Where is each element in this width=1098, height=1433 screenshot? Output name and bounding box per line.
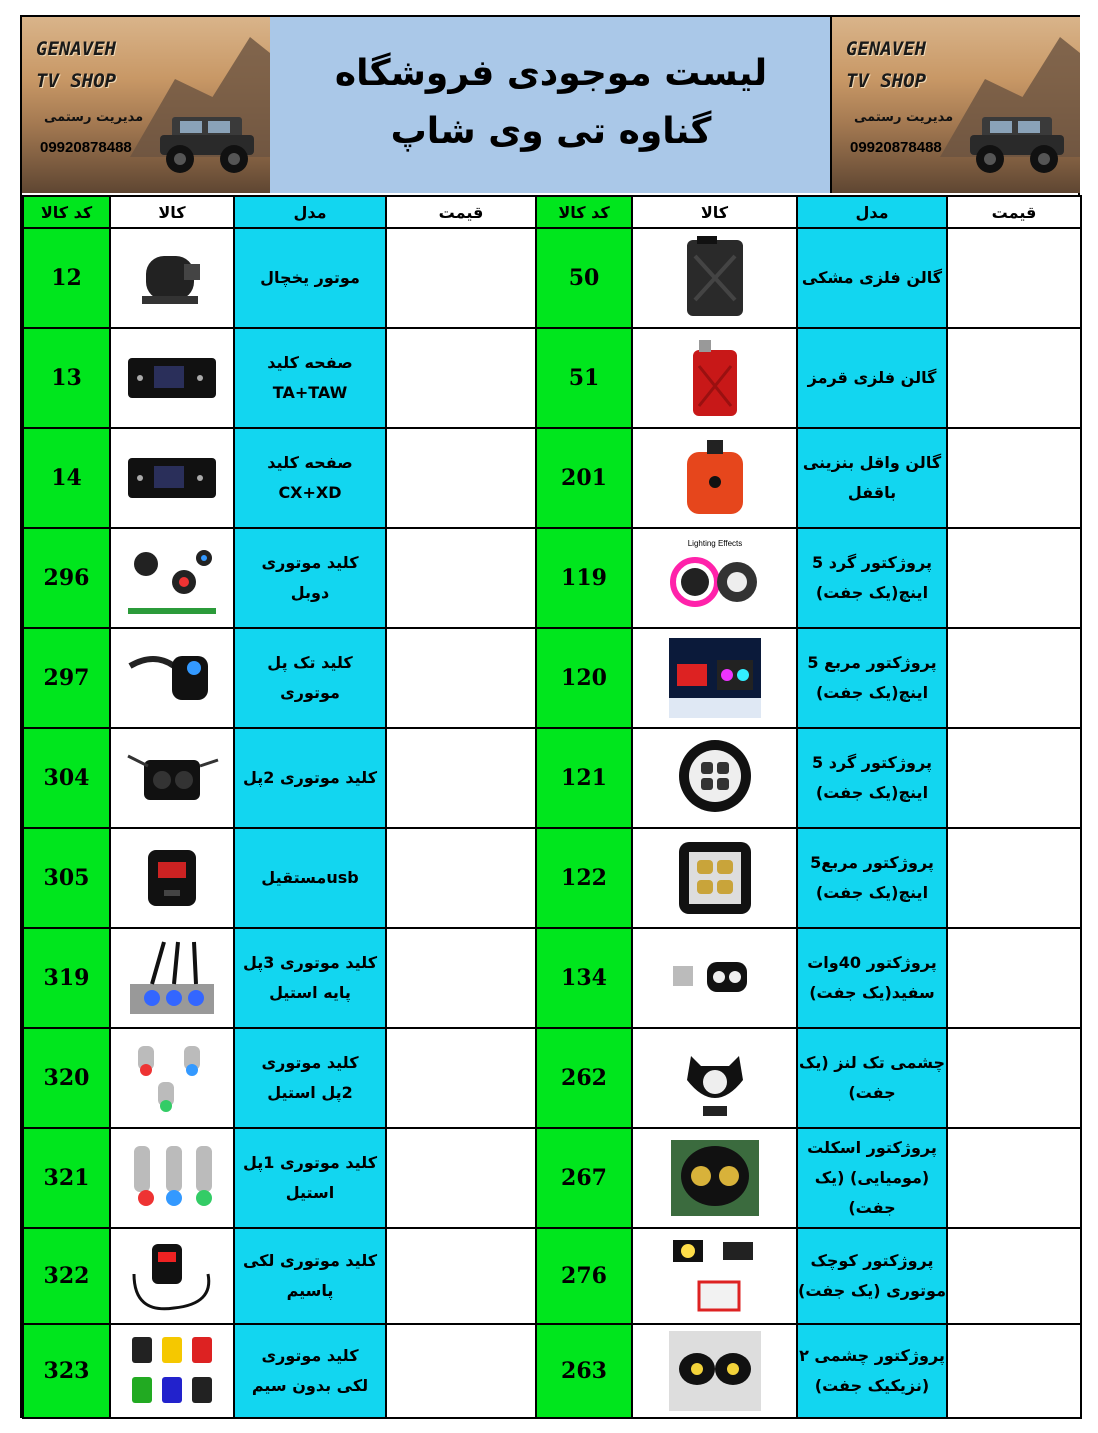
- toggle-switches-icon: [124, 1329, 220, 1413]
- red-jerrycan-icon: [667, 336, 763, 420]
- item-model: [797, 1128, 947, 1228]
- item-model: [797, 1028, 947, 1128]
- item-image: [110, 328, 234, 428]
- model-label: صفحه کلید TA+TAW: [267, 353, 353, 402]
- item-price: [386, 728, 536, 828]
- item-model: [234, 1028, 386, 1128]
- round-grille-light-icon: [667, 736, 763, 820]
- header-price: قیمت: [947, 196, 1081, 228]
- model-label: کلید موتوری دوبل: [261, 553, 359, 602]
- item-model: [797, 1228, 947, 1324]
- item-code: 297: [23, 628, 110, 728]
- item-price: [947, 428, 1081, 528]
- model-label: کلید موتوری لکی بدون سیم: [251, 1346, 369, 1395]
- item-model: [797, 928, 947, 1028]
- table-row: [23, 628, 1081, 728]
- header-item: کالا: [110, 196, 234, 228]
- shop-logo-left: [22, 17, 272, 193]
- manager-name: مدیریت رستمی: [854, 110, 954, 125]
- item-model: [234, 928, 386, 1028]
- item-model: [797, 628, 947, 728]
- header-item: کالا: [632, 196, 797, 228]
- item-image: [632, 928, 797, 1028]
- black-jerrycan-icon: [667, 236, 763, 320]
- item-model: [797, 228, 947, 328]
- item-model: [797, 328, 947, 428]
- model-label: صفحه کلید CX+XD: [267, 453, 353, 502]
- svg-text:Lighting Effects: Lighting Effects: [687, 539, 742, 548]
- three-switch-icon: [124, 936, 220, 1020]
- item-code: 276: [536, 1228, 632, 1324]
- item-model: [797, 728, 947, 828]
- item-price: [947, 628, 1081, 728]
- item-code: 319: [23, 928, 110, 1028]
- table-row: [23, 328, 1081, 428]
- item-price: [947, 1128, 1081, 1228]
- item-model: [797, 528, 947, 628]
- item-image: [632, 1128, 797, 1228]
- item-image: [632, 628, 797, 728]
- item-model: [234, 1324, 386, 1418]
- item-image: [632, 1228, 797, 1324]
- item-image: [110, 428, 234, 528]
- steel-single-switch-icon: [124, 1136, 220, 1220]
- phone-number: 09920878488: [850, 139, 942, 156]
- item-model: [797, 428, 947, 528]
- header-price: قیمت: [386, 196, 536, 228]
- item-price: [947, 228, 1081, 328]
- model-label: کلید تک پل موتوری: [267, 653, 353, 702]
- item-price: [386, 1028, 536, 1128]
- item-image: [110, 228, 234, 328]
- round-projector-icon: [667, 536, 763, 620]
- table-row: [23, 828, 1081, 928]
- model-label: پروژکتور چشمی ۲ (نزیکیک جفت): [799, 1346, 945, 1395]
- page-subtitle: گناوه تی وی شاپ: [390, 111, 712, 152]
- table-row: [23, 528, 1081, 628]
- single-lens-light-icon: [667, 1036, 763, 1120]
- item-price: [947, 828, 1081, 928]
- model-label: usbمستقیل: [261, 868, 359, 887]
- model-label: چشمی تک لنز (یک جفت): [798, 1053, 946, 1102]
- table-row: [23, 1028, 1081, 1128]
- item-image: [110, 528, 234, 628]
- table-row: [23, 1128, 1081, 1228]
- table-header-row: [23, 196, 1081, 228]
- item-image: [110, 1028, 234, 1128]
- table-row: [23, 428, 1081, 528]
- model-label: کلید موتوری 3پل پایه استیل: [242, 953, 378, 1002]
- item-code: 121: [536, 728, 632, 828]
- model-label: پروژکتور مربع5 اینچ(یک جفت): [810, 853, 934, 902]
- table-row: [23, 1324, 1081, 1418]
- square-projector-icon: [667, 636, 763, 720]
- table-row: [23, 228, 1081, 328]
- item-model: [797, 1324, 947, 1418]
- model-label: پروژکتور 40وات سفید(یک جفت): [807, 953, 937, 1002]
- item-price: [386, 828, 536, 928]
- fridge-compressor-icon: [124, 236, 220, 320]
- model-label: گالن فلزی مشکی: [801, 268, 943, 287]
- model-label: کلید موتوری 2پل: [242, 768, 378, 787]
- item-code: 322: [23, 1228, 110, 1324]
- model-label: کلید موتوری لکی پاسیم: [242, 1251, 378, 1300]
- eye-projector-icon: [667, 1329, 763, 1413]
- mini-moto-light-icon: [667, 1234, 763, 1318]
- item-image: [632, 828, 797, 928]
- item-code: 13: [23, 328, 110, 428]
- item-code: 262: [536, 1028, 632, 1128]
- item-price: [947, 1028, 1081, 1128]
- item-code: 323: [23, 1324, 110, 1418]
- item-model: [234, 428, 386, 528]
- item-price: [386, 528, 536, 628]
- item-image: [632, 528, 797, 628]
- item-code: 305: [23, 828, 110, 928]
- brand-line2: TV SHOP: [36, 70, 117, 92]
- double-switch-icon: [124, 536, 220, 620]
- item-code: 14: [23, 428, 110, 528]
- square-grille-light-icon: [667, 836, 763, 920]
- item-code: 320: [23, 1028, 110, 1128]
- item-model: [234, 528, 386, 628]
- item-image: [632, 1028, 797, 1128]
- item-image: [632, 228, 797, 328]
- title-banner: [270, 17, 832, 193]
- item-price: [947, 1324, 1081, 1418]
- brand-line1: GENAVEH: [36, 38, 117, 60]
- usb-socket-icon: [124, 836, 220, 920]
- item-image: [110, 928, 234, 1028]
- model-label: کلید موتوری 2پل استیل: [261, 1053, 359, 1102]
- brand-line2: TV SHOP: [846, 70, 927, 92]
- header-code: کد کالا: [23, 196, 110, 228]
- item-code: 134: [536, 928, 632, 1028]
- jeep-icon: [152, 99, 262, 179]
- item-model: [234, 628, 386, 728]
- brand-line1: GENAVEH: [846, 38, 927, 60]
- item-price: [386, 228, 536, 328]
- item-price: [947, 728, 1081, 828]
- model-label: گالن واقل بنزینی باقفل: [802, 453, 942, 502]
- item-code: 201: [536, 428, 632, 528]
- item-price: [386, 1128, 536, 1228]
- item-code: 120: [536, 628, 632, 728]
- item-code: 267: [536, 1128, 632, 1228]
- item-model: [234, 228, 386, 328]
- item-image: [110, 728, 234, 828]
- item-image: [632, 328, 797, 428]
- wired-switch-icon: [124, 1234, 220, 1318]
- two-button-switch-icon: [124, 736, 220, 820]
- item-code: 321: [23, 1128, 110, 1228]
- model-label: پروژکتور گرد 5 اینچ(یک جفت): [812, 553, 932, 602]
- item-price: [947, 928, 1081, 1028]
- item-price: [386, 1228, 536, 1324]
- item-code: 51: [536, 328, 632, 428]
- header-model: مدل: [234, 196, 386, 228]
- item-code: 122: [536, 828, 632, 928]
- fuel-can-icon: [667, 436, 763, 520]
- item-image: [110, 828, 234, 928]
- inventory-sheet: [20, 15, 1080, 1418]
- model-label: کلید موتوری 1پل استیل: [242, 1153, 378, 1202]
- model-label: موتور یخچال: [260, 268, 360, 287]
- header-model: مدل: [797, 196, 947, 228]
- item-code: 12: [23, 228, 110, 328]
- item-image: [110, 1324, 234, 1418]
- jeep-icon: [962, 99, 1072, 179]
- model-label: پروژکتور مربع 5 اینچ(یک جفت): [807, 653, 937, 702]
- item-code: 119: [536, 528, 632, 628]
- item-price: [386, 928, 536, 1028]
- item-price: [947, 328, 1081, 428]
- model-label: گالن فلزی قرمز: [807, 368, 937, 387]
- item-image: [632, 428, 797, 528]
- item-model: [234, 328, 386, 428]
- item-price: [386, 328, 536, 428]
- item-price: [386, 628, 536, 728]
- keypad-panel-icon: [124, 336, 220, 420]
- header: [22, 17, 1080, 197]
- inventory-table: [22, 195, 1082, 1419]
- model-label: پروژکتور اسکلت (مومیایی) (یک جفت): [807, 1138, 937, 1217]
- shop-logo-right: [830, 17, 1080, 193]
- table-row: [23, 728, 1081, 828]
- keypad-panel-icon: [124, 436, 220, 520]
- item-model: [234, 728, 386, 828]
- item-model: [234, 1128, 386, 1228]
- item-image: [110, 1128, 234, 1228]
- item-price: [386, 428, 536, 528]
- handlebar-switch-icon: [124, 636, 220, 720]
- item-model: [234, 828, 386, 928]
- item-image: [110, 628, 234, 728]
- model-label: پروژکتور گرد 5 اینچ(یک جفت): [812, 753, 932, 802]
- item-image: [110, 1228, 234, 1324]
- item-model: [234, 1228, 386, 1324]
- table-row: [23, 928, 1081, 1028]
- item-code: 263: [536, 1324, 632, 1418]
- item-code: 304: [23, 728, 110, 828]
- item-price: [386, 1324, 536, 1418]
- skull-light-icon: [667, 1136, 763, 1220]
- item-price: [947, 528, 1081, 628]
- table-row: [23, 1228, 1081, 1324]
- header-code: کد کالا: [536, 196, 632, 228]
- steel-switch-icon: [124, 1036, 220, 1120]
- page-title: لیست موجودی فروشگاه: [334, 53, 768, 94]
- item-image: [632, 1324, 797, 1418]
- item-code: 50: [536, 228, 632, 328]
- small-led-light-icon: [667, 936, 763, 1020]
- phone-number: 09920878488: [40, 139, 132, 156]
- item-price: [947, 1228, 1081, 1324]
- model-label: پروژکتور کوچک موتوری (یک جفت): [798, 1251, 946, 1300]
- manager-name: مدیریت رستمی: [44, 110, 144, 125]
- item-model: [797, 828, 947, 928]
- item-image: [632, 728, 797, 828]
- item-code: 296: [23, 528, 110, 628]
